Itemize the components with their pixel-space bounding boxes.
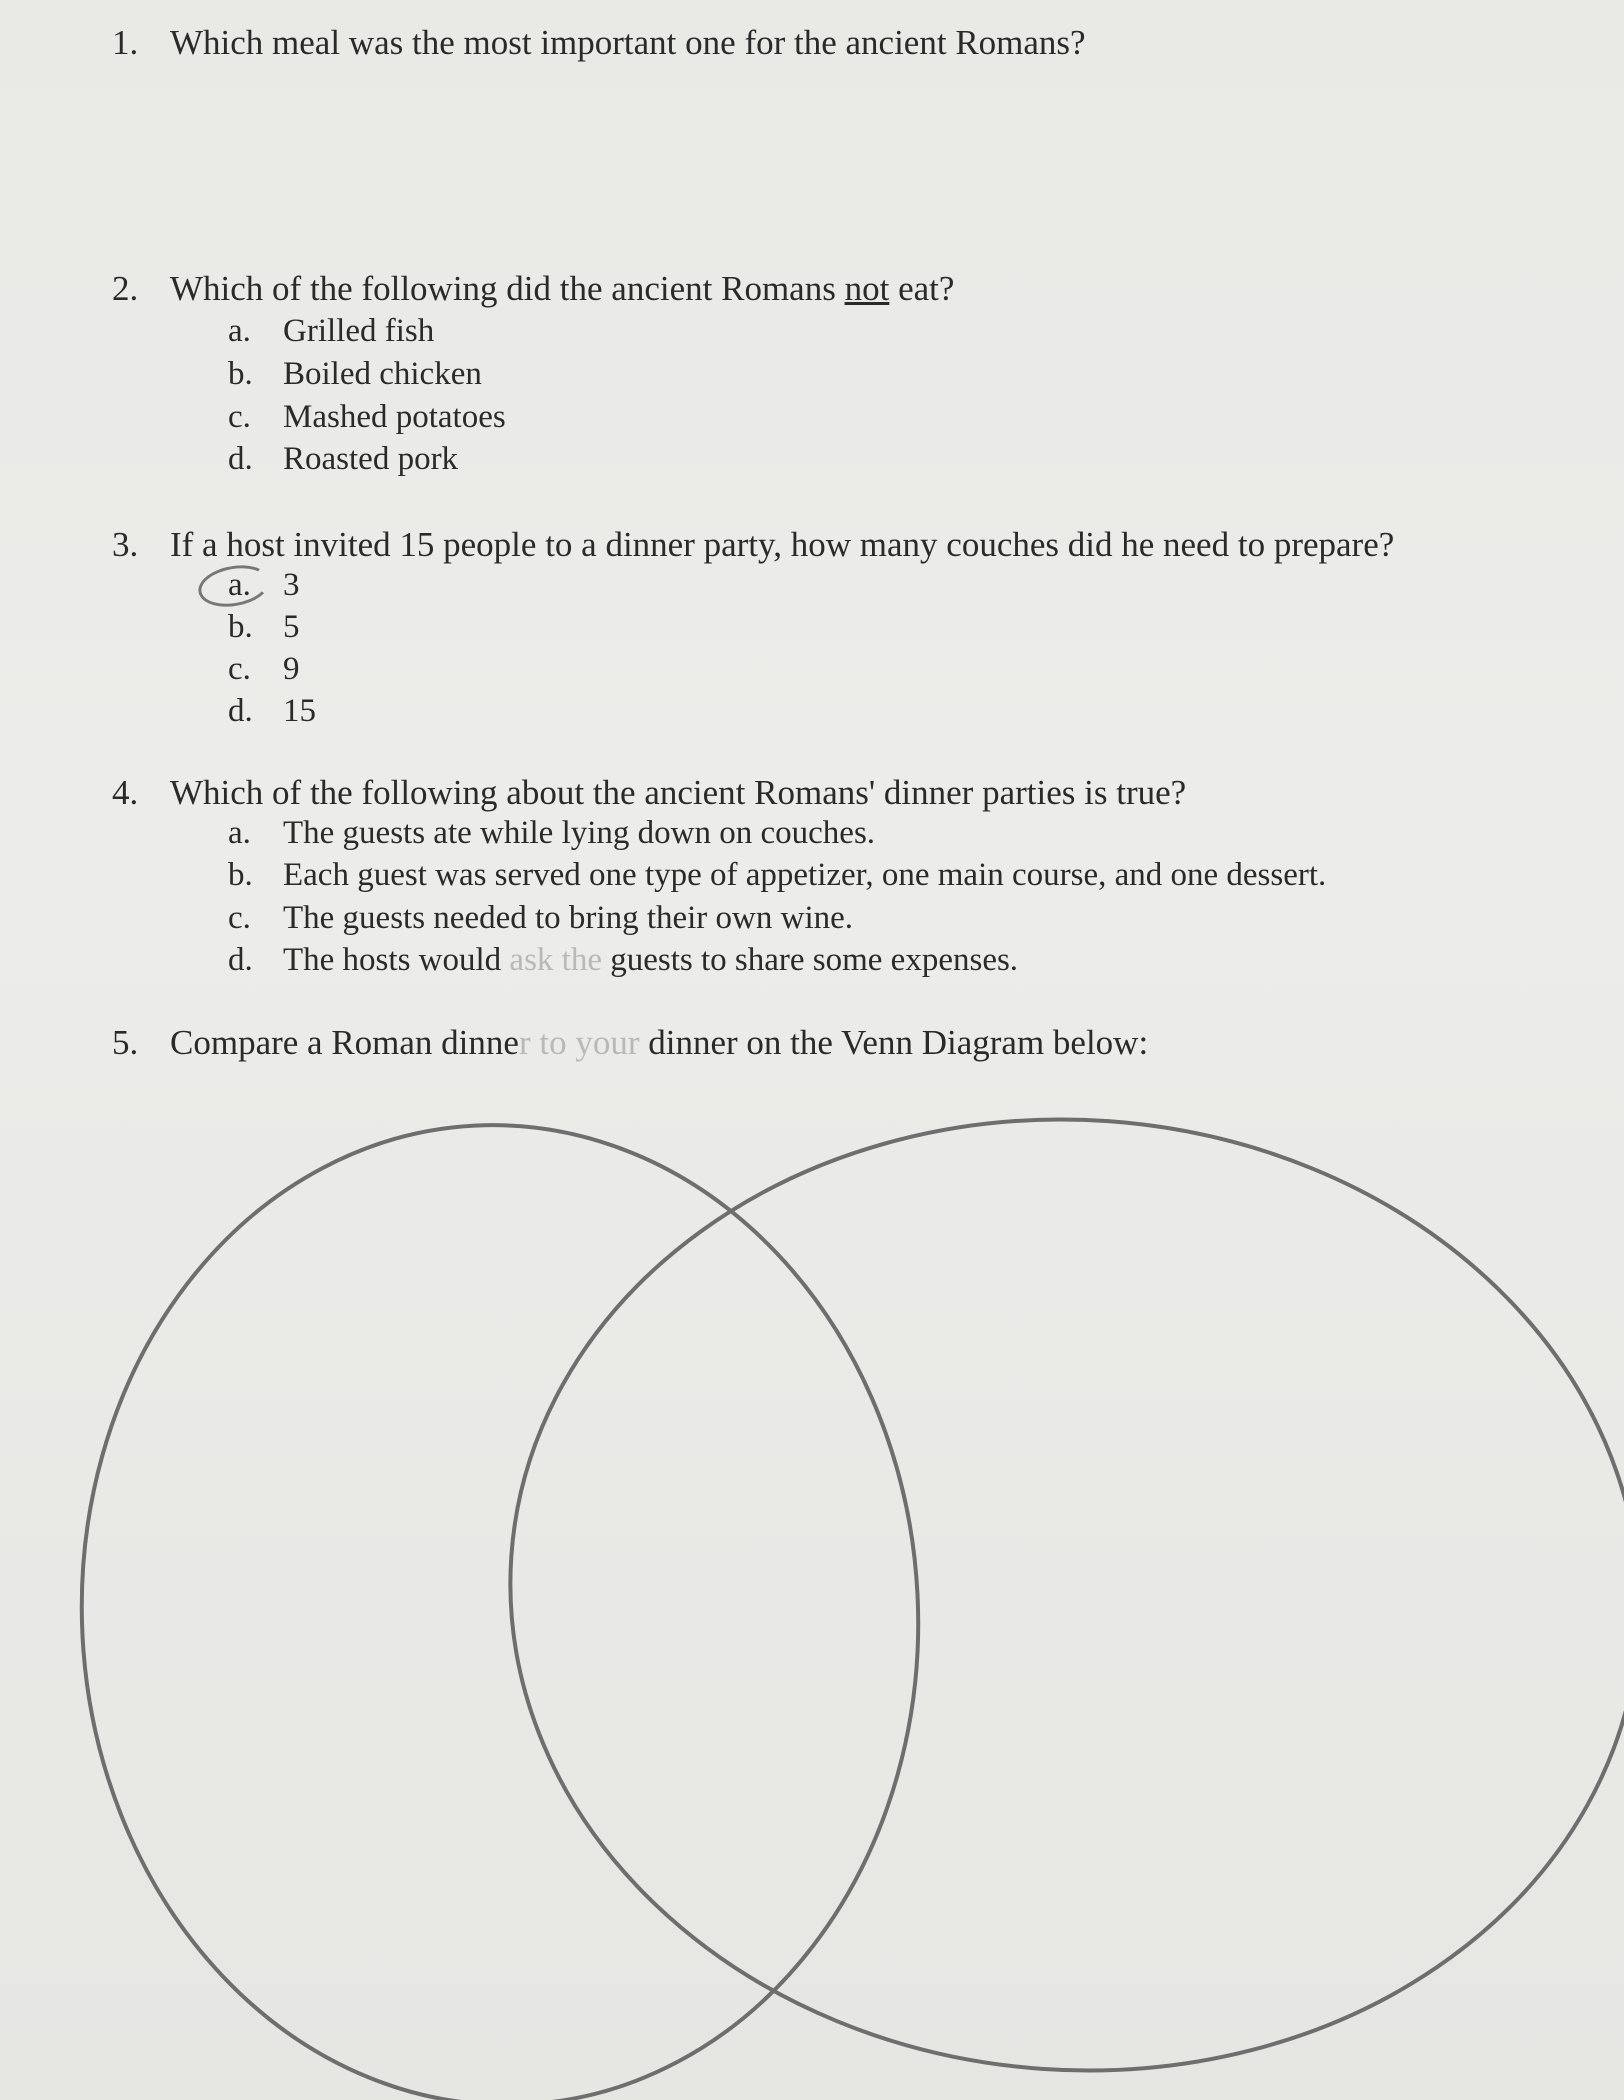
option-text-faded: ask the [509,942,602,978]
option-letter: a. [228,815,251,851]
question-2-number: 2. [112,269,139,308]
venn-left-circle [57,1104,943,2100]
option-text: 15 [283,693,316,729]
option-text: Boiled chicken [283,356,482,392]
option-letter: a. [228,313,251,349]
question-2-text-end: eat? [889,269,955,308]
question-3-number: 3. [112,525,139,564]
option-letter: b. [228,609,253,645]
option-letter: b. [228,857,253,893]
question-4-text: Which of the following about the ancient Romans' dinner parties is true? [170,773,1187,812]
option-text-start: The hosts would [283,942,510,978]
option-letter: d. [228,441,253,477]
option-letter: c. [228,399,251,435]
question-1-text: Which meal was the most important one for the ancient Romans? [170,23,1086,62]
option-text: 3 [283,567,300,603]
option-letter: d. [228,693,253,729]
question-3-text: If a host invited 15 people to a dinner party, how many couches did he need to prepare? [170,525,1395,564]
option-text: Mashed potatoes [283,399,506,435]
option-text: Roasted pork [283,441,459,477]
option-text: Grilled fish [283,313,435,349]
option-letter: c. [228,651,251,687]
question-5-text-faded: r to your [518,1023,640,1062]
option-letter: a. [228,567,251,603]
question-5-text-end: dinner on the Venn Diagram below: [639,1023,1149,1062]
option-text: The guests needed to bring their own wine. [283,900,854,936]
option-text: 5 [283,609,300,645]
question-4-number: 4. [112,773,139,812]
option-letter: b. [228,356,253,392]
option-text: Each guest was served one type of appetizer, one main course, and one dessert. [283,857,1327,893]
question-5-number: 5. [112,1023,139,1062]
venn-right-circle [478,1082,1624,2100]
question-2-text-start: Which of the following did the ancient Romans [170,269,845,308]
option-text: 9 [283,651,300,687]
option-letter: c. [228,900,251,936]
question-2-emphasis: not [844,269,890,308]
option-text-end: guests to share some expenses. [601,942,1019,978]
option-text: The guests ate while lying down on couches. [283,815,876,851]
question-1-number: 1. [112,23,139,62]
question-5-text-start: Compare a Roman dinne [170,1023,519,1062]
option-letter: d. [228,942,253,978]
